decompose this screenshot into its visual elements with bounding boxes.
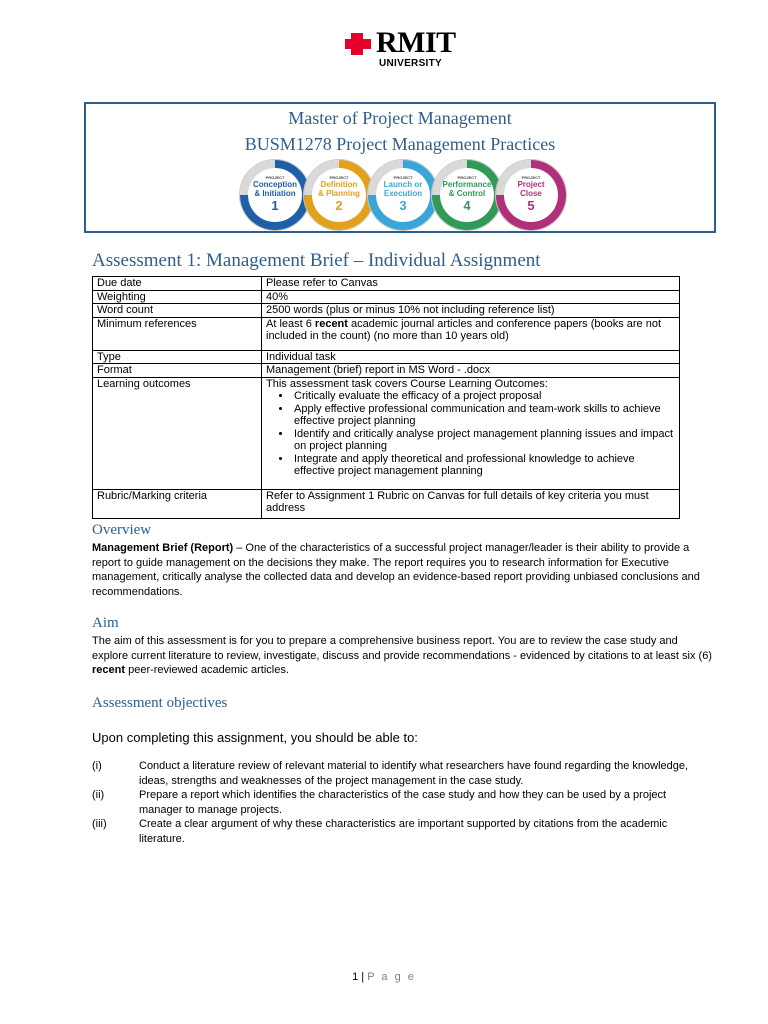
phase-4-label-1: Performance (442, 180, 492, 189)
phase-3-label-2: Execution (383, 189, 423, 198)
table-row (93, 377, 680, 489)
rmit-logo (345, 26, 460, 70)
program-title: Master of Project Management (288, 108, 512, 128)
list-item: • Identify and critically analyse project management planning issues and impact on project planning (292, 428, 675, 453)
learning-outcomes-intro: This assessment task covers Course Learning Outcomes: (266, 377, 548, 390)
overview-bold: Management Brief (Report) (92, 542, 234, 554)
objective-text: Conduct a literature review of relevant material to identify what researchers have found regarding the knowledge, ideas, strengths and weaknesses of the project management in the case study. (139, 760, 689, 787)
table-row (93, 317, 680, 350)
course-header-box (84, 102, 716, 233)
assessment-info-table (92, 276, 680, 519)
weighting-value: 40% (262, 290, 680, 304)
list-item: • Integrate and apply theoretical and professional knowledge to achieve effective project management planning (292, 453, 675, 478)
page-label: P a g e (367, 971, 416, 983)
phase-1-label-1: Conception (253, 180, 297, 189)
table-row (93, 489, 680, 518)
logo-wordmark: RMIT (376, 26, 456, 59)
aim-text-b: peer-reviewed academic articles. (125, 664, 289, 676)
format-label: Format (93, 364, 262, 378)
overview-paragraph (92, 541, 712, 599)
objective-text: Create a clear argument of why these characteristics are important supported by citations from the academic literature. (139, 818, 668, 845)
page-separator: | (358, 971, 368, 983)
course-title: BUSM1278 Project Management Practices (244, 134, 556, 154)
list-item: • Apply effective professional communication and team-work skills to achieve effective project planning (292, 403, 675, 428)
phase-1-tag: PROJECT (265, 175, 285, 180)
weighting-label: Weighting (93, 290, 262, 304)
type-label: Type (93, 350, 262, 364)
refs-text-c: academic journal articles and conference papers (books are not included in the count) (no more than 10 years old) (266, 317, 662, 342)
table-row (93, 304, 680, 318)
rubric-text: Refer to Assignment 1 Rubric on Canvas for full details of key criteria you must address (266, 489, 649, 514)
phase-3-label-1: Launch or (383, 180, 423, 189)
assessment-title: Assessment 1: Management Brief – Individual Assignment (92, 250, 541, 271)
refs-text-bold: recent (314, 317, 348, 330)
phase-1-label-2: & Initiation (254, 189, 296, 198)
phase-2-number: 2 (335, 198, 343, 213)
objectives-lead: Upon completing this assignment, you should be able to: (92, 730, 418, 745)
objective-text: Prepare a report which identifies the characteristics of the case study and how they can be used by a project manager to manage projects. (139, 789, 667, 816)
phase-3-circle (368, 160, 438, 230)
overview-text: – One of the characteristics of a successful project manager/leader is their ability to provide a report to guide management on the decisions they make. The report requires you to research information for Executive management, critically analyse the collected data and develop an evidence-based report providing unbiased conclusions and recommendations. (92, 542, 700, 598)
aim-heading: Aim (92, 615, 119, 631)
phase-5-label-1: Project (517, 180, 545, 189)
min-references-value (262, 317, 680, 350)
aim-bold: recent (92, 664, 126, 676)
phase-4-tag: PROJECT (457, 175, 477, 180)
learning-outcomes-list (266, 390, 675, 489)
refs-text-a: At least 6 (266, 317, 315, 330)
phase-5-tag: PROJECT (521, 175, 541, 180)
phase-5-number: 5 (527, 198, 535, 213)
learning-outcomes-value (262, 377, 680, 489)
phase-4-circle (432, 160, 502, 230)
phase-1-number: 1 (271, 198, 279, 213)
due-date-value: Please refer to Canvas (262, 277, 680, 291)
learning-outcomes-label: Learning outcomes (93, 377, 262, 489)
phase-4-number: 4 (463, 198, 471, 213)
table-row (93, 277, 680, 291)
phase-3-number: 3 (399, 198, 407, 213)
phase-2-label-1: Definition (320, 180, 358, 189)
overview-heading: Overview (92, 522, 152, 538)
objectives-heading: Assessment objectives (92, 695, 228, 711)
phase-4-label-2: & Control (448, 189, 486, 198)
rmit-pixel-mark-icon (345, 33, 375, 55)
phase-2-circle (304, 160, 374, 230)
phase-3-tag: PROJECT (393, 175, 413, 180)
format-value: Management (brief) report in MS Word - .docx (262, 364, 680, 378)
phase-5-label-2: Close (520, 189, 542, 198)
table-row (93, 364, 680, 378)
phase-1-circle (240, 160, 310, 230)
list-item: • Critically evaluate the efficacy of a project proposal (292, 390, 675, 403)
due-date-label: Due date (93, 277, 262, 291)
type-value: Individual task (262, 350, 680, 364)
page-number: 1 (352, 971, 359, 983)
word-count-value: 2500 words (plus or minus 10% not including reference list) (262, 304, 680, 318)
objective-item-3 (92, 817, 712, 846)
objective-item-1 (92, 759, 712, 788)
logo-subtitle: UNIVERSITY (379, 58, 443, 69)
objective-item-2 (92, 788, 712, 817)
rubric-label: Rubric/Marking criteria (93, 489, 262, 518)
phase-2-label-2: & Planning (318, 189, 360, 198)
objective-number: (i) (92, 760, 102, 772)
phase-5-circle (496, 160, 566, 230)
word-count-label: Word count (93, 304, 262, 318)
table-row (93, 290, 680, 304)
objective-number: (ii) (92, 789, 105, 801)
aim-paragraph (92, 634, 712, 678)
page-footer (0, 971, 768, 983)
objective-number: (iii) (92, 818, 107, 830)
project-phases-graphic (240, 160, 566, 228)
phase-2-tag: PROJECT (329, 175, 349, 180)
rubric-value (262, 489, 680, 518)
aim-text-a: The aim of this assessment is for you to prepare a comprehensive business report. You are to review the case study and explore current literature to review, investigate, discuss and provide recommendations - evidenced by citations to at least six (6) (92, 635, 712, 662)
table-row (93, 350, 680, 364)
min-references-label: Minimum references (93, 317, 262, 350)
